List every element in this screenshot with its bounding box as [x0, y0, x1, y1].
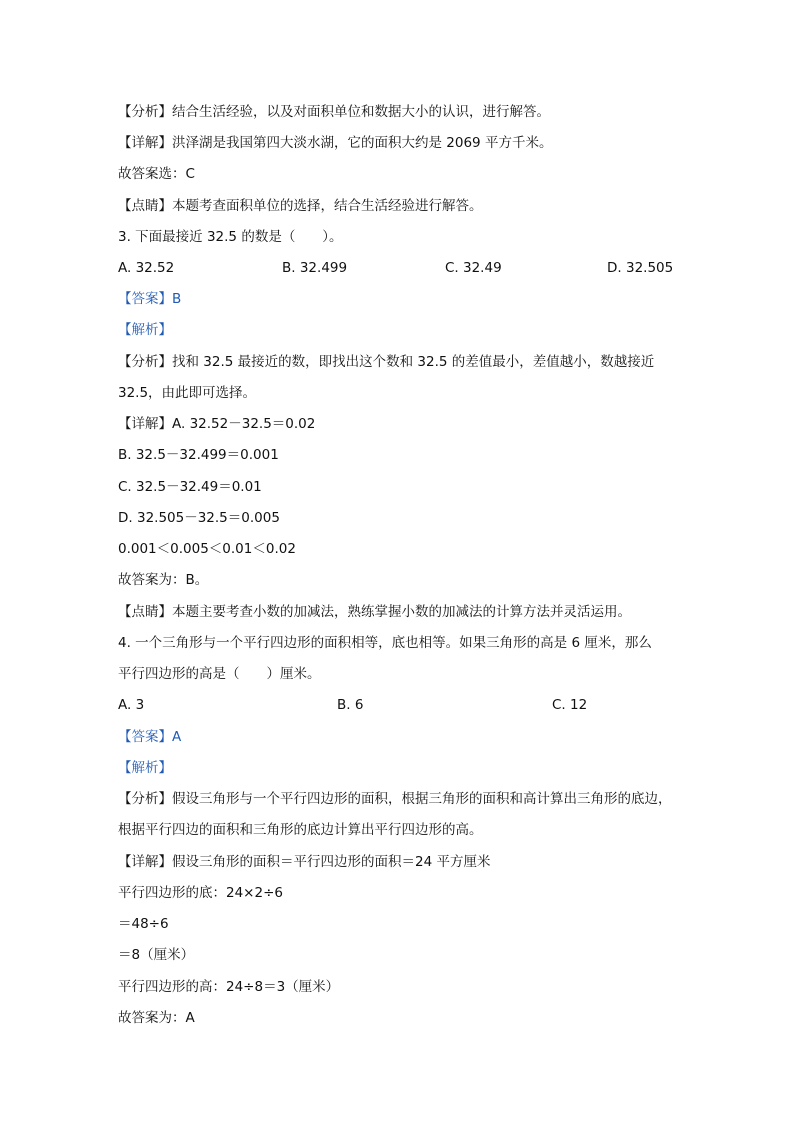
q4-option-b: B. 6: [337, 697, 364, 713]
q3-option-d: D. 32.505: [607, 260, 674, 276]
q3-option-a: A. 32.52: [118, 260, 175, 276]
question-4-stem-line-2: 平行四边形的高是（ ）厘米。: [118, 666, 321, 682]
q4-analysis-line-2: 根据平行四边的面积和三角形的底边计算出平行四边形的高。: [118, 822, 483, 838]
q4-detail-line-3: ＝48÷6: [118, 916, 169, 932]
q3-detail-line-3: C. 32.5－32.49＝0.01: [118, 479, 262, 495]
q4-option-a: A. 3: [118, 697, 145, 713]
q4-option-c: C. 12: [552, 697, 588, 713]
q3-option-b: B. 32.499: [282, 260, 348, 276]
q3-detail-line-2: B. 32.5－32.499＝0.001: [118, 447, 279, 463]
q3-option-c: C. 32.49: [445, 260, 502, 276]
question-3-stem: 3. 下面最接近 32.5 的数是（ ）。: [118, 229, 343, 245]
question-4-stem-line-1: 4. 一个三角形与一个平行四边形的面积相等，底也相等。如果三角形的高是 6 厘米，那么: [118, 635, 652, 651]
q4-answer: 【答案】A: [118, 729, 182, 745]
analysis-line-prev: 【分析】结合生活经验，以及对面积单位和数据大小的认识，进行解答。: [118, 104, 550, 120]
q4-detail-line-2: 平行四边形的底：24×2÷6: [118, 885, 283, 901]
q3-analysis-line-2: 32.5，由此即可选择。: [118, 385, 257, 401]
q4-conclusion: 故答案为：A: [118, 1010, 195, 1026]
q4-detail-line-4: ＝8（厘米）: [118, 947, 195, 963]
q3-analysis-header: 【解析】: [118, 322, 172, 338]
q4-detail-line-1: 【详解】假设三角形的面积＝平行四边形的面积＝24 平方厘米: [118, 854, 491, 870]
answer-conclusion-prev: 故答案选：C: [118, 166, 195, 182]
q3-detail-line-1: 【详解】A. 32.52－32.5＝0.02: [118, 416, 316, 432]
q3-detail-line-5: 0.001＜0.005＜0.01＜0.02: [118, 541, 296, 557]
q4-analysis-header: 【解析】: [118, 760, 172, 776]
q4-analysis-line-1: 【分析】假设三角形与一个平行四边形的面积，根据三角形的面积和高计算出三角形的底边，: [118, 791, 672, 807]
q3-detail-line-4: D. 32.505－32.5＝0.005: [118, 510, 280, 526]
q3-analysis-line-1: 【分析】找和 32.5 最接近的数，即找出这个数和 32.5 的差值最小，差值越小，数越接近: [118, 354, 655, 370]
q3-conclusion: 故答案为：B。: [118, 572, 209, 588]
q3-comment: 【点睛】本题主要考查小数的加减法，熟练掌握小数的加减法的计算方法并灵活运用。: [118, 604, 631, 620]
q4-detail-line-5: 平行四边形的高：24÷8＝3（厘米）: [118, 979, 340, 995]
detail-line-prev: 【详解】洪泽湖是我国第四大淡水湖，它的面积大约是 2069 平方千米。: [118, 135, 553, 151]
comment-line-prev: 【点睛】本题考查面积单位的选择，结合生活经验进行解答。: [118, 198, 483, 214]
q3-answer: 【答案】B: [118, 291, 182, 307]
